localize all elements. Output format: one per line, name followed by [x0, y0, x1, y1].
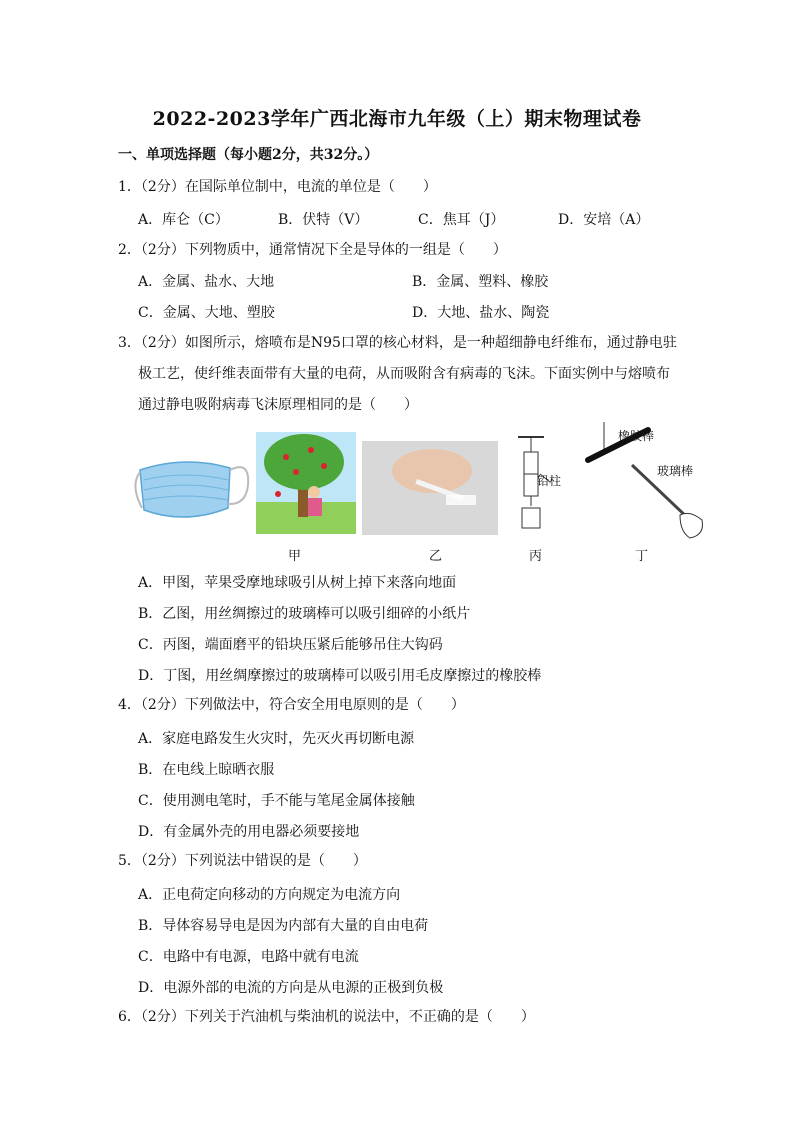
question-3-stem-line2: 极工艺，使纤维表面带有大量的电荷，从而吸附含有病毒的飞沫。下面实例中与熔喷布 [138, 366, 670, 382]
question-4-stem: 4．（2分）下列做法中，符合安全用电原则的是（ ） [118, 697, 465, 713]
question-5-stem: 5．（2分）下列说法中错误的是（ ） [118, 853, 367, 869]
question-2-option-d[interactable]: D．大地、盐水、陶瓷 [412, 305, 550, 321]
question-4-option-b[interactable]: B．在电线上晾晒衣服 [138, 762, 275, 778]
question-5-option-c[interactable]: C．电路中有电源，电路中就有电流 [138, 949, 359, 965]
question-1-option-b[interactable]: B．伏特（V） [278, 212, 369, 228]
question-3-option-a[interactable]: A．甲图，苹果受摩地球吸引从树上掉下来落向地面 [138, 575, 457, 591]
question-1-options [138, 209, 698, 229]
section-heading: 一、单项选择题（每小题2分，共32分。） [118, 147, 379, 163]
question-2-options-row1 [138, 271, 686, 291]
question-2-option-a[interactable]: A．金属、盐水、大地 [138, 274, 275, 290]
question-2-stem: 2．（2分）下列物质中，通常情况下全是导体的一组是（ ） [118, 242, 507, 258]
figure-caption-jia: 甲 [288, 549, 302, 564]
question-3-option-b[interactable]: B．乙图，用丝绸擦过的玻璃棒可以吸引细碎的小纸片 [138, 606, 471, 622]
question-5-option-b[interactable]: B．导体容易导电是因为内部有大量的自由电荷 [138, 918, 429, 934]
question-4-option-a[interactable]: A．家庭电路发生火灾时，先灭火再切断电源 [138, 731, 415, 747]
question-2-options-row2 [138, 302, 686, 322]
question-1-option-d[interactable]: D．安培（A） [558, 212, 650, 228]
rubber-rod-label: 橡胶棒 [618, 429, 655, 443]
question-3-option-c[interactable]: C．丙图，端面磨平的铅块压紧后能够吊住大钩码 [138, 637, 443, 653]
question-4-option-c[interactable]: C．使用测电笔时，手不能与笔尾金属体接触 [138, 793, 415, 809]
exam-title: 2022-2023学年广西北海市九年级（上）期末物理试卷 [152, 108, 642, 130]
glass-rod-label: 玻璃棒 [657, 464, 694, 478]
question-3-option-d[interactable]: D．丁图，用丝绸摩擦过的玻璃棒可以吸引用毛皮摩擦过的橡胶棒 [138, 668, 542, 684]
question-1-option-c[interactable]: C．焦耳（J） [418, 212, 505, 228]
question-2-option-c[interactable]: C．金属、大地、塑胶 [138, 305, 275, 321]
question-1-stem: 1．（2分）在国际单位制中，电流的单位是（ ） [118, 179, 437, 195]
figure-caption-ding: 丁 [635, 549, 649, 564]
question-3-stem-line1: 3．（2分）如图所示，熔喷布是N95口罩的核心材料，是一种超细静电纤维布，通过静电驻 [118, 335, 677, 351]
mask-image [130, 430, 250, 540]
question-1-option-a[interactable]: A．库仑（C） [138, 212, 229, 228]
question-5-option-d[interactable]: D．电源外部的电流的方向是从电源的正极到负极 [138, 980, 444, 996]
figure-caption-bing: 丙 [529, 549, 543, 564]
apple-tree-image [256, 432, 356, 534]
question-6-stem: 6．（2分）下列关于汽油机与柴油机的说法中，不正确的是（ ） [118, 1009, 535, 1025]
lead-cylinder-label: 铅柱 [537, 474, 562, 488]
question-4-option-d[interactable]: D．有金属外壳的用电器必须要接地 [138, 824, 360, 840]
question-2-option-b[interactable]: B．金属、塑料、橡胶 [412, 274, 549, 290]
question-3-stem-line3: 通过静电吸附病毒飞沫原理相同的是（ ） [138, 397, 418, 413]
question-5-option-a[interactable]: A．正电荷定向移动的方向规定为电流方向 [138, 887, 401, 903]
glass-rod-paper-image [362, 441, 498, 535]
figure-caption-yi: 乙 [429, 549, 443, 564]
